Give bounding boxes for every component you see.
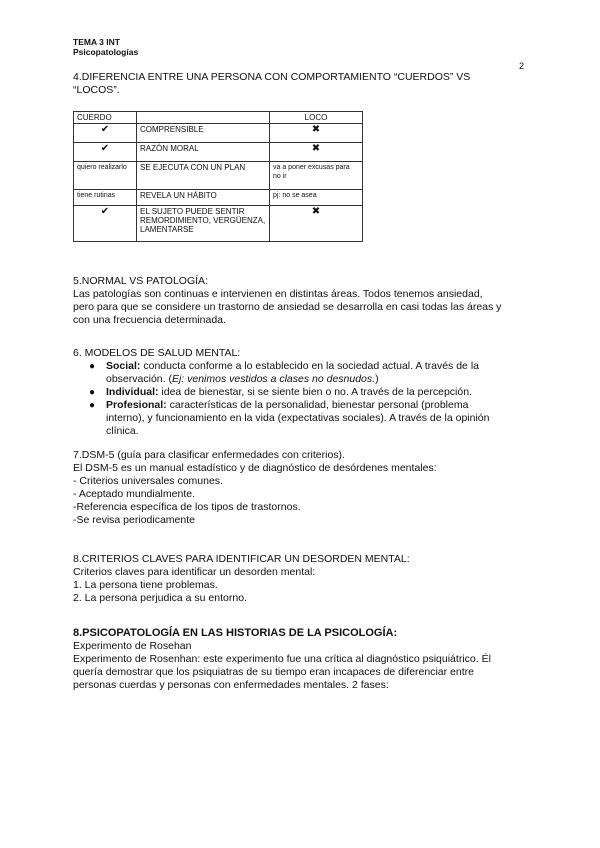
section-8-history-subtitle: Experimento de Rosehan: [73, 640, 192, 652]
header-subject: Psicopatologías: [73, 47, 139, 57]
check-icon: ✔: [74, 124, 137, 143]
section-6-title: 6. MODELOS DE SALUD MENTAL:: [73, 347, 241, 359]
model-description: características de la personalidad, bienestar personal (problema: [166, 399, 469, 411]
check-icon: ✔: [74, 206, 137, 242]
page-number: 2: [519, 61, 525, 71]
section-7-title: 7.DSM-5 (guía para clasificar enfermedades con criterios).: [73, 449, 345, 461]
row-criterion: EL SUJETO PUEDE SENTIR REMORDIMIENTO, VERGÜENZA, LAMENTARSE: [137, 206, 270, 242]
header-cuerdo: CUERDO: [74, 112, 137, 124]
table-row: [74, 206, 363, 242]
check-icon: ✔: [74, 143, 137, 162]
model-label: Social:: [106, 360, 141, 372]
list-item: [73, 399, 533, 438]
section-8-history-line: personas cuerdas y personas con enfermedades mentales. 2 fases:: [73, 679, 389, 691]
section-5-title: 5.NORMAL VS PATOLOGÍA:: [73, 275, 208, 287]
section-7: [73, 449, 533, 527]
section-5-line: Las patologías son continuas e intervienen en distintas áreas. Todos tenemos ansiedad,: [73, 288, 483, 300]
section-8-history: [73, 627, 533, 692]
cross-icon: ✖: [270, 206, 363, 242]
section-4-title: [73, 71, 533, 97]
section-8-criteria: [73, 553, 533, 605]
section-7-line: - Aceptado mundialmente.: [73, 488, 195, 500]
section-8-history-title: 8.PSICOPATOLOGÍA EN LAS HISTORIAS DE LA PSICOLOGÍA:: [73, 627, 398, 639]
model-description: observación. (: [106, 373, 172, 385]
table-row: [74, 124, 363, 143]
mental-health-models-list: [73, 360, 533, 438]
model-description: interno), y funcionamiento en la vida (expectativas sociales). A través de la opinión: [106, 412, 490, 424]
section-8-criteria-line: 2. La persona perjudica a su entorno.: [73, 592, 247, 604]
row-criterion: RAZÓN MORAL: [137, 143, 270, 162]
model-label: Profesional:: [106, 399, 167, 411]
model-description: clínica.: [106, 425, 139, 437]
table-header-row: [74, 112, 363, 124]
section-7-line: -Referencia específica de los tipos de trastornos.: [73, 501, 301, 513]
section-5-line: pero para que se considere un trastorno de ansiedad se desarrolla en casi todas las áreas y: [73, 301, 502, 313]
row-criterion: REVELA UN HÁBITO: [137, 190, 270, 206]
row-criterion: COMPRENSIBLE: [137, 124, 270, 143]
section-4-title-line1: 4.DIFERENCIA ENTRE UNA PERSONA CON COMPORTAMIENTO “CUERDOS” VS: [73, 71, 471, 83]
section-7-line: El DSM-5 es un manual estadístico y de diagnóstico de desórdenes mentales:: [73, 462, 437, 474]
model-description: ): [375, 373, 379, 385]
row-loco-note: va a poner excusas para no ir: [270, 162, 363, 190]
model-label: Individual:: [106, 386, 159, 398]
bullet-icon: ●: [89, 387, 96, 398]
section-8-criteria-title: 8.CRITERIOS CLAVES PARA IDENTIFICAR UN DESORDEN MENTAL:: [73, 553, 410, 565]
row-cuerdo-note: quiero realizarlo: [74, 162, 137, 190]
section-7-line: -Se revisa periodicamente: [73, 514, 195, 526]
comparison-table: [73, 111, 363, 242]
bullet-icon: ●: [89, 361, 96, 372]
header-empty: [137, 112, 270, 124]
row-criterion: SE EJECUTA CON UN PLAN: [137, 162, 270, 190]
section-8-criteria-line: 1. La persona tiene problemas.: [73, 579, 218, 591]
header-course: TEMA 3 INT: [73, 37, 120, 47]
table-row: [74, 162, 363, 190]
table-row: [74, 190, 363, 206]
model-example: Ej: venimos vestidos a clases no desnudos.: [171, 373, 376, 385]
bullet-icon: ●: [89, 400, 96, 411]
header-loco: LOCO: [270, 112, 363, 124]
section-5-line: con una frecuencia determinada.: [73, 314, 226, 326]
list-item: [73, 360, 533, 386]
list-item: [73, 386, 533, 399]
section-6: [73, 347, 533, 438]
row-loco-note: pj: no se asea: [270, 190, 363, 206]
section-8-history-line: quería demostrar que los psiquiatras de su tiempo eran incapaces de diferenciar entre: [73, 666, 474, 678]
row-cuerdo-note: tiene rutinas: [74, 190, 137, 206]
cross-icon: ✖: [270, 143, 363, 162]
model-description: idea de bienestar, si se siente bien o no. A través de la percepción.: [158, 386, 472, 398]
section-5: [73, 275, 533, 327]
section-7-line: - Criterios universales comunes.: [73, 475, 223, 487]
section-8-criteria-line: Criterios claves para identificar un desorden mental:: [73, 566, 316, 578]
table-row: [74, 143, 363, 162]
model-description: conducta conforme a lo establecido en la sociedad actual. A través de la: [140, 360, 479, 372]
section-8-history-line: Experimento de Rosenhan: este experimento fue una crítica al diagnóstico psiquiátrico. Él: [73, 653, 491, 665]
section-4-title-line2: “LOCOS”.: [73, 84, 120, 96]
cross-icon: ✖: [270, 124, 363, 143]
